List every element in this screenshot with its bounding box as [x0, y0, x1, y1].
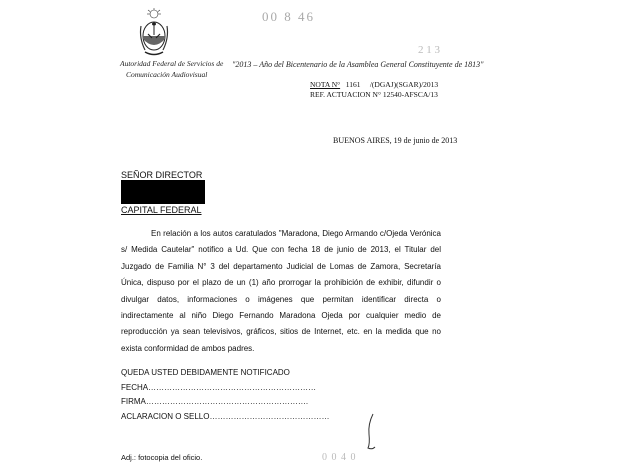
- note-number: [310, 80, 438, 90]
- authority-line: Autoridad Federal de Servicios de: [120, 59, 224, 68]
- attachment-note: Adj.: fotocopia del oficio.: [121, 453, 203, 462]
- faint-page-number: 2 1 3: [418, 44, 440, 56]
- year-motto: "2013 – Año del Bicentenario de la Asamblea General Constituyente de 1813": [232, 60, 484, 69]
- notification-block: [121, 366, 329, 424]
- redacted-block: [121, 180, 205, 204]
- body-paragraph: En relación a los autos caratulados "Maradona, Diego Armando c/Ojeda Verónica s/ Medida Cautelar" notifico a Ud. Que con fecha 18 de junio de 2013, el Titular del Juzgado de Familia N° 3 del departamento Judicial de Lomas de Zamora, Secretaría Única, dispuso por el plazo de un (1) año prorrogar la prohibición de exhibir, difundir o divulgar datos, informaciones o imágenes que permitan identificar directa o indirectamente al niño Diego Fernando Maradona Ojeda por cualquier medio de reproducción ya sean televisivos, gráficos, sitios de Internet, etc. en la medida que no exista conformidad de ambos padres.: [121, 229, 441, 353]
- argentine-coat-of-arms-icon: [137, 8, 171, 58]
- clarification-field: ACLARACION O SELLO………………………………………: [121, 411, 330, 421]
- letter-body: [121, 226, 441, 357]
- reference-line: REF. ACTUACION N° 12540-AFSCA/13: [310, 90, 438, 99]
- note-label: NOTA N°: [310, 80, 341, 89]
- issuing-authority: [120, 58, 223, 80]
- folio-number: 00 8 46: [262, 9, 315, 24]
- handwritten-signature-icon: [364, 412, 378, 452]
- date-field: FECHA………………………………………………………: [121, 382, 317, 392]
- faint-stamp-number: 0 0 4 0: [322, 452, 357, 463]
- letter-date: BUENOS AIRES, 19 de junio de 2013: [333, 136, 458, 145]
- recipient-location: CAPITAL FEDERAL: [121, 205, 202, 215]
- signature-field: FIRMA…………………………………………………….: [121, 397, 309, 406]
- notification-heading: QUEDA USTED DEBIDAMENTE NOTIFICADO: [121, 368, 290, 377]
- authority-line: Comunicación Audiovisual: [126, 70, 208, 79]
- note-value: 1161 /(DGAJ)(SGAR)/2013: [345, 80, 439, 89]
- recipient-title: SEÑOR DIRECTOR: [121, 170, 203, 180]
